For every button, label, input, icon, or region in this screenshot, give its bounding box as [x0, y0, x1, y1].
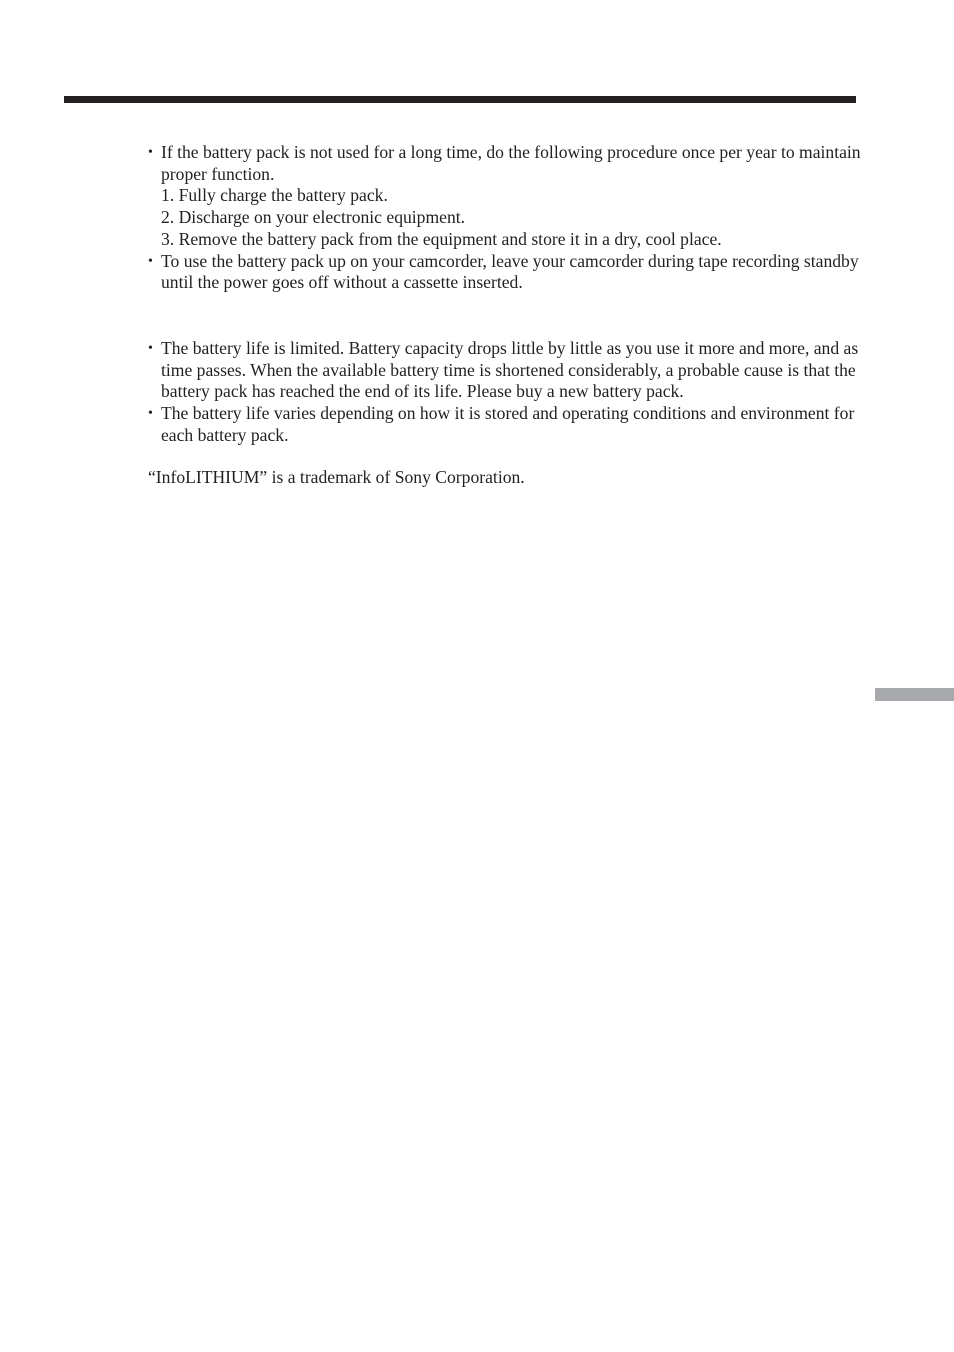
bullet-glyph: • — [148, 406, 153, 422]
bullet-glyph: • — [148, 340, 153, 356]
list-item — [148, 338, 864, 403]
page-body — [148, 142, 864, 507]
storage-steps — [161, 185, 864, 250]
camcorder-note-text: To use the battery pack up on your camcorder, leave your camcorder during tape recording standby until the power goes off without a cassette inserted. — [161, 250, 859, 293]
bullet-glyph: • — [148, 253, 153, 269]
trademark-notice: “InfoLITHIUM” is a trademark of Sony Corporation. — [148, 467, 525, 488]
storage-note-text: If the battery pack is not used for a long time, do the following procedure once per year to maintain proper function. — [161, 142, 861, 184]
section-spacer — [148, 294, 864, 338]
section-index-tab — [875, 688, 954, 701]
bullet-glyph: • — [148, 145, 153, 160]
header-rule — [64, 96, 856, 103]
battery-life-limited-text: The battery life is limited. Battery capacity drops little by little as you use it more and more, and as time passes. When the available battery time is shortened considerably, a probable cause is that the battery pack has reached the end of its life. Please buy a new battery pack. — [161, 337, 859, 402]
step-item: 2. Discharge on your electronic equipment. — [161, 207, 466, 228]
step-item: 3. Remove the battery pack from the equipment and store it in a dry, cool place. — [161, 228, 722, 249]
battery-life-list — [148, 338, 864, 447]
list-item — [148, 142, 864, 251]
storage-notes-list — [148, 142, 864, 294]
list-item — [148, 251, 864, 294]
list-item — [148, 403, 864, 446]
step-item: 1. Fully charge the battery pack. — [161, 185, 388, 206]
battery-life-varies-text: The battery life varies depending on how it is stored and operating conditions and environment for each battery pack. — [161, 403, 855, 445]
